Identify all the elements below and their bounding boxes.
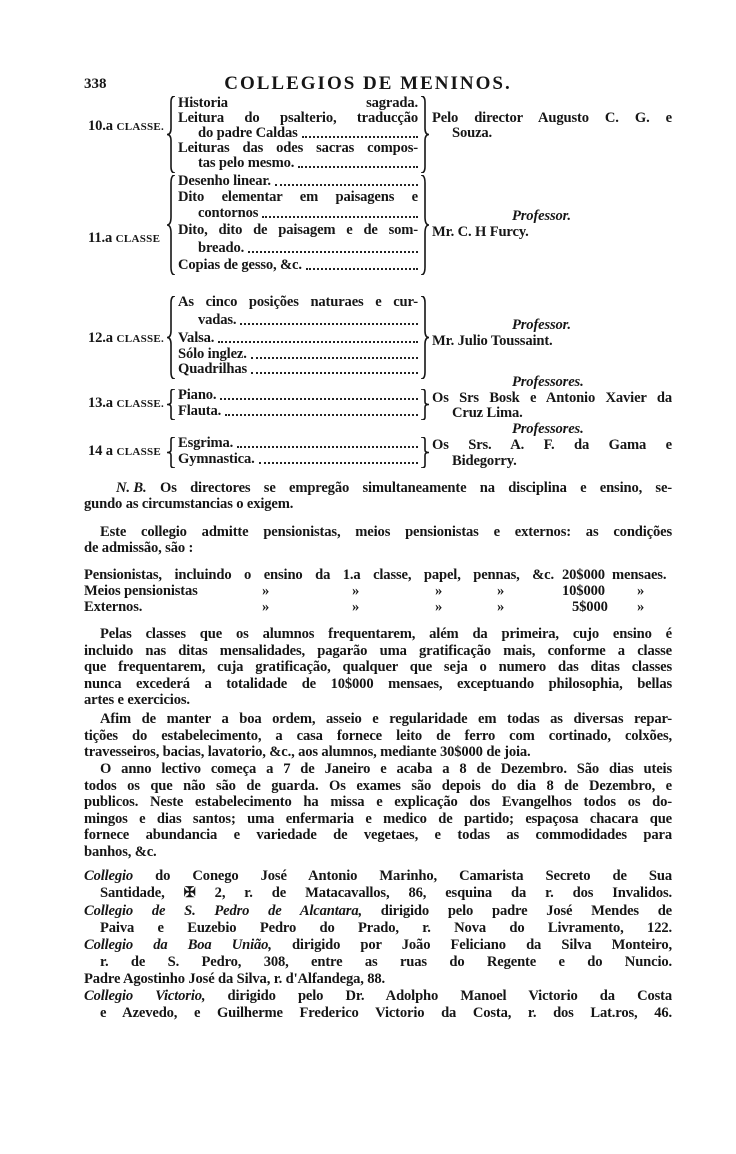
class-label <box>88 331 164 347</box>
class-number: 12.a <box>88 330 117 346</box>
fee-label: Meios pensionistas <box>84 583 198 599</box>
subject-text: Quadrilhas <box>178 361 248 377</box>
dot-leader <box>298 156 418 168</box>
subject-text: Desenho linear. <box>178 173 271 189</box>
fee-amount: 5$000 <box>572 599 608 615</box>
year-line: banhos, &c. <box>84 843 157 860</box>
teacher-name: Pelo director Augusto C. G. e <box>432 111 672 126</box>
fee-amount: 10$000 <box>562 583 605 599</box>
teacher-role: Professor. <box>512 317 571 333</box>
subject-item <box>178 174 418 189</box>
fee-ditto: » <box>435 583 443 599</box>
teacher-name: Souza. <box>452 125 493 141</box>
fee-ditto: » <box>262 583 270 599</box>
class-word: CLASSE <box>115 233 161 245</box>
page-title: COLLEGIOS DE MENINOS. <box>224 73 512 94</box>
subject-item <box>178 404 418 419</box>
subject-text: vadas. <box>198 312 237 328</box>
teacher-name: Os Srs Bosk e Antonio Xavier da <box>432 391 672 406</box>
college-address: Paiva e Euzebio Pedro do Prado, r. Nova do Livramento, 122. <box>100 921 672 936</box>
dot-leader <box>259 452 418 464</box>
subject-item: As cinco posições naturaes e cur- <box>178 295 418 310</box>
college-details: dirigido pelo Dr. Adolpho Manoel Victorio da Costa <box>205 989 672 1004</box>
right-brace <box>420 296 430 379</box>
college-address: e Azevedo, e Guilherme Frederico Victorio da Costa, r. dos Lat.ros, 46. <box>100 1006 672 1021</box>
college-details: dirigido por João Feliciano da Silva Monteiro, <box>271 938 672 953</box>
nb-line: Os directores se empregão simultaneamente na disciplina e ensino, se- <box>160 481 672 496</box>
dot-leader <box>251 362 418 374</box>
college-entry <box>84 989 672 1004</box>
teacher-name: Mr. C. H Furcy. <box>432 224 529 240</box>
subject-text: Valsa. <box>178 330 215 346</box>
class-label <box>88 119 164 135</box>
page-number: 338 <box>84 76 107 92</box>
college-name: Collegio de S. Pedro de Alcantara, <box>84 904 362 919</box>
subject-item <box>198 156 418 171</box>
subject-text: Flauta. <box>178 403 222 419</box>
left-brace <box>166 437 176 468</box>
subject-item <box>178 258 418 273</box>
subject-item <box>178 388 418 403</box>
fee-ditto: » <box>262 599 270 615</box>
college-entry <box>84 938 672 953</box>
fee-ditto: » <box>352 599 360 615</box>
class-number: 10.a <box>88 118 117 134</box>
college-entry <box>84 904 672 919</box>
class-label <box>88 231 160 247</box>
year-line: fornece abundancia e variedade de vegetaes, e todas as commodidades para <box>84 828 672 843</box>
subject-item <box>178 331 418 346</box>
college-address: r. de S. Pedro, 308, entre as ruas do Regente e do Nuncio. <box>100 955 672 970</box>
dot-leader <box>262 206 418 218</box>
order-line: travesseiros, bacias, lavatorio, &c., aos alumnos, mediante 30$000 de joia. <box>84 744 531 760</box>
nb-line: gundo as circumstancias o exigem. <box>84 496 294 512</box>
college-entry <box>84 972 672 987</box>
teacher-name: Os Srs. A. F. da Gama e <box>432 438 672 453</box>
year-line: mingos e dias santos; uma enfermaria e medico de partido; espaçosa chacara que <box>84 811 672 827</box>
class-number: 14 a <box>88 443 117 459</box>
subject-item <box>198 206 418 221</box>
teacher-name: Cruz Lima. <box>452 405 523 421</box>
order-line: tições do estabelecimento, a casa fornece leito de ferro com cortinado, colxões, <box>84 728 672 744</box>
subject-item <box>198 126 418 141</box>
subject-text: Copias de gesso, &c. <box>178 257 302 273</box>
subject-text: do padre Caldas <box>198 125 298 141</box>
dot-leader <box>306 258 418 270</box>
dot-leader <box>218 331 418 343</box>
class-word: CLASSE. <box>116 333 165 345</box>
subject-text: tas pelo mesmo. <box>198 155 295 171</box>
teacher-role: Professores. <box>512 374 584 390</box>
college-details: do Conego José Antonio Marinho, Camarista Secreto de Sua <box>133 869 672 884</box>
subject-text: Esgrima. <box>178 435 234 451</box>
dot-leader <box>302 126 418 138</box>
dot-leader <box>225 404 418 416</box>
subject-item: Leituras das odes sacras compos- <box>178 141 418 156</box>
teacher-role: Professores. <box>512 421 584 437</box>
subject-text: Sólo inglez. <box>178 346 247 362</box>
fee-unit: mensaes. <box>612 567 667 583</box>
nb-lead: N. B. <box>116 480 147 496</box>
classes-line: artes e exercicios. <box>84 692 190 709</box>
fee-ditto: » <box>497 583 505 599</box>
right-brace <box>420 389 430 420</box>
classes-line: Pelas classes que os alumnos frequentarem, além da primeira, cujo ensino é <box>100 627 672 642</box>
classes-line: nunca excederá a totalidade de 10$000 mensaes, exceptuando philosophia, bellas <box>84 676 672 692</box>
college-address: Santidade, ✠ 2, r. de Matacavallos, 86, esquina da r. dos Invalidos. <box>100 886 672 901</box>
class-word: CLASSE. <box>116 398 165 410</box>
fee-ditto: » <box>497 599 505 615</box>
left-brace <box>166 96 176 173</box>
admission-line: Este collegio admitte pensionistas, meios pensionistas e externos: as condições <box>100 525 672 540</box>
year-line: O anno lectivo começa a 7 de Janeiro e acaba a 8 de Dezembro. São dias uteis <box>100 762 672 777</box>
class-number: 11.a <box>88 230 116 246</box>
dot-leader <box>251 347 418 359</box>
college-entry <box>84 869 672 884</box>
teacher-name: Mr. Julio Toussaint. <box>432 333 553 349</box>
fee-amount: 20$000 <box>562 567 605 583</box>
classes-line: que frequentarem, cuja gratificação, qualquer que seja o numero das ditas classes <box>84 660 672 676</box>
subject-item <box>198 313 418 328</box>
year-line: todos os que não são de guarda. Os exames são depois do dia 8 de Dezembro, e <box>84 778 672 794</box>
subject-item: Historia sagrada. <box>178 96 418 111</box>
year-line: publicos. Neste estabelecimento ha missa e explicação dos Evangelhos todos os do- <box>84 795 672 810</box>
college-details: dirigido pelo padre José Mendes de <box>361 904 672 919</box>
subject-item <box>178 452 418 467</box>
teacher-name: Bidegorry. <box>452 453 517 469</box>
college-name: Collegio da Boa União, <box>84 938 272 953</box>
order-line: Afim de manter a boa ordem, asseio e regularidade em todas as diversas repar- <box>100 712 672 727</box>
subject-item: Leitura do psalterio, traducção <box>178 111 418 126</box>
dot-leader <box>240 313 418 325</box>
left-brace <box>166 296 176 379</box>
subject-item <box>178 347 418 362</box>
left-brace <box>166 389 176 420</box>
fee-label: Externos. <box>84 599 143 615</box>
subject-item <box>178 436 418 451</box>
class-label <box>88 444 161 460</box>
right-brace <box>420 175 430 275</box>
fee-unit: » <box>637 599 645 615</box>
fee-ditto: » <box>435 599 443 615</box>
fee-label: Pensionistas, incluindo o ensino da 1.a classe, papel, pennas, &c. <box>84 568 554 583</box>
class-number: 13.a <box>88 395 117 411</box>
subject-item <box>198 241 418 256</box>
college-name: Collegio <box>84 869 134 884</box>
class-label <box>88 396 164 412</box>
subject-text: contornos <box>198 205 259 221</box>
class-word: CLASSE <box>116 446 162 458</box>
college-name: Collegio Victorio, <box>84 989 206 1004</box>
subject-item: Dito elementar em paisagens e <box>178 190 418 205</box>
college-details: Padre Agostinho José da Silva, r. d'Alfandega, 88. <box>84 971 386 987</box>
subject-text: Piano. <box>178 387 217 403</box>
subject-item: Dito, dito de paisagem e de som- <box>178 223 418 238</box>
right-brace <box>420 96 430 173</box>
dot-leader <box>275 174 418 186</box>
admission-line: de admissão, são : <box>84 540 194 556</box>
dot-leader <box>237 436 418 448</box>
fee-unit: » <box>637 583 645 599</box>
subject-text: Gymnastica. <box>178 451 255 467</box>
classes-line: incluido nas ditas mensalidades, pagarão uma gratificação mais, conforme a classe <box>84 643 672 659</box>
dot-leader <box>248 241 418 253</box>
right-brace <box>420 437 430 468</box>
left-brace <box>166 175 176 275</box>
dot-leader <box>220 388 418 400</box>
fee-ditto: » <box>352 583 360 599</box>
subject-text: breado. <box>198 240 245 256</box>
subject-item <box>178 362 418 377</box>
class-word: CLASSE. <box>116 121 165 133</box>
teacher-role: Professor. <box>512 208 571 224</box>
